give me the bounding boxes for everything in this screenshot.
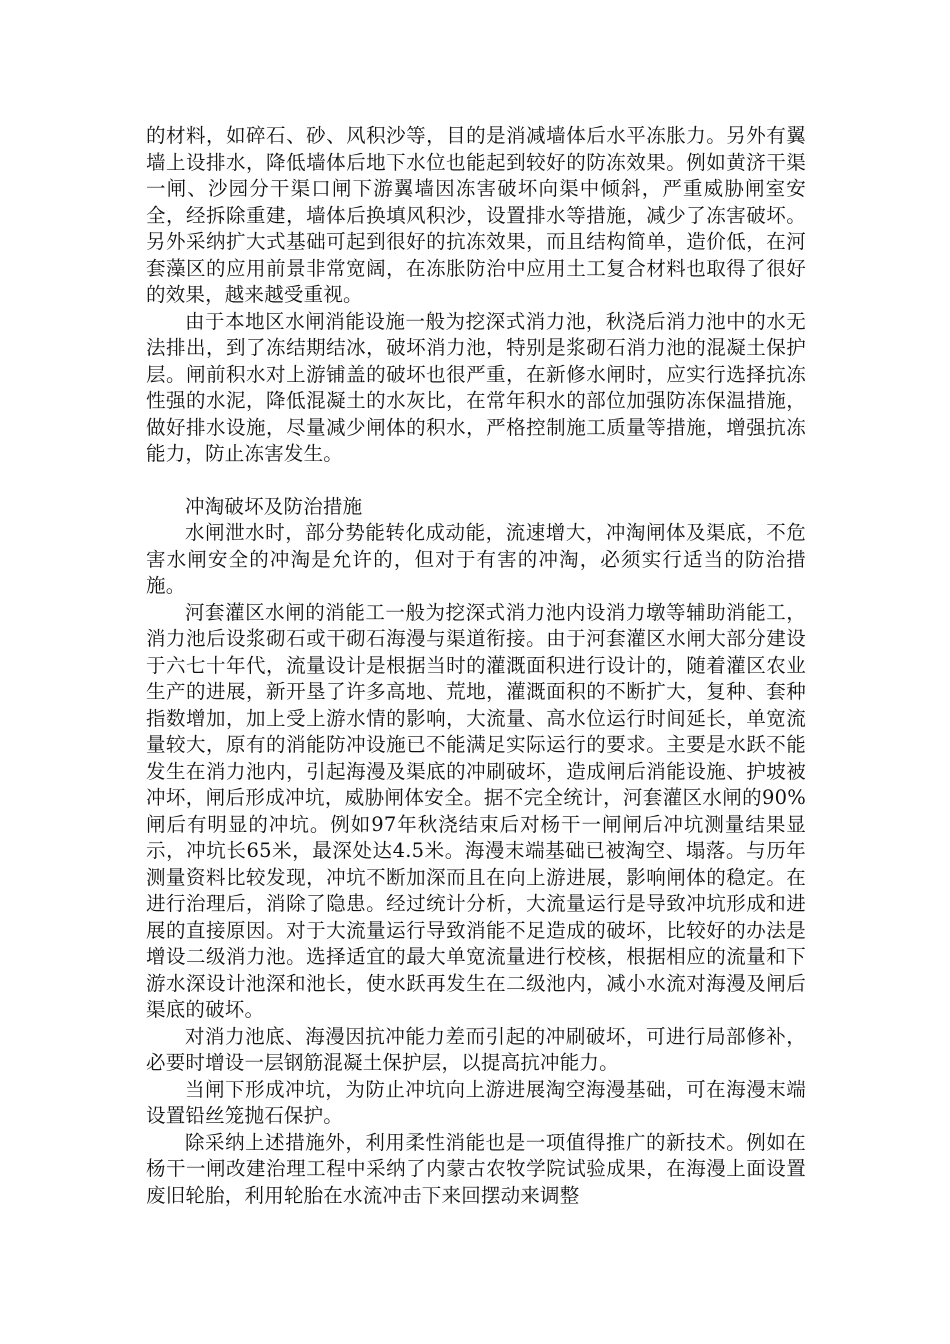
paragraph-6: 当闸下形成冲坑，为防止冲坑向上游进展淘空海漫基础，可在海漫末端设置铅丝笼抛石保护。 (146, 1077, 806, 1127)
paragraph-2: 由于本地区水闸消能设施一般为挖深式消力池，秋浇后消力池中的水无法排出，到了冻结期结冰，破坏消力池，特别是浆砌石消力池的混凝土保护层。闸前积水对上游铺盖的破坏也很严重，在新修水闸时，应实行选择抗冻性强的水泥，降低混凝土的水灰比，在常年积水的部位加强防冻保温措施，做好排水设施，尽量减少闸体的积水，严格控制施工质量等措施，增强抗冻能力，防止冻害发生。 (146, 309, 806, 465)
paragraph-gap (146, 468, 806, 494)
paragraph-5: 对消力池底、海漫因抗冲能力差而引起的冲刷破坏，可进行局部修补，必要时增设一层钢筋混凝土保护层，以提高抗冲能力。 (146, 1024, 806, 1074)
paragraph-7: 除采纳上述措施外，利用柔性消能也是一项值得推广的新技术。例如在杨干一闸改建治理工程中采纳了内蒙古农牧学院试验成果，在海漫上面设置废旧轮胎，利用轮胎在水流冲击下来回摆动来调整 (146, 1130, 806, 1207)
paragraph-3: 水闸泄水时，部分势能转化成动能，流速增大，冲淘闸体及渠底，不危害水闸安全的冲淘是允许的，但对于有害的冲淘，必须实行适当的防治措施。 (146, 521, 806, 597)
paragraph-1: 的材料，如碎石、砂、风积沙等，目的是消减墙体后水平冻胀力。另外有翼墙上设排水，降低墙体后地下水位也能起到较好的防冻效果。例如黄济干渠一闸、沙园分干渠口闸下游翼墙因冻害破坏向渠中倾斜，严重威胁闸室安全，经拆除重建，墙体后换填风积沙，设置排水等措施，减少了冻害破坏。另外采纳扩大式基础可起到很好的抗冻效果，而且结构简单，造价低，在河套藻区的应用前景非常宽阔，在冻胀防治中应用土工复合材料也取得了很好的效果，越来越受重视。 (146, 124, 806, 306)
section-heading: 冲淘破坏及防治措施 (185, 494, 363, 518)
body-text (146, 123, 806, 1209)
paragraph-4: 河套灌区水闸的消能工一般为挖深式消力池内设消力墩等辅助消能工，消力池后设浆砌石或干砌石海漫与渠道衔接。由于河套灌区水闸大部分建设于六七十年代，流量设计是根据当时的灌溉面积进行设计的，随着灌区农业生产的进展，新开垦了许多高地、荒地，灌溉面积的不断扩大，复种、套种指数增加，加上受上游水情的影响，大流量、高水位运行时间延长，单宽流量较大，原有的消能防冲设施已不能满足实际运行的要求。主要是水跃不能发生在消力池内，引起海漫及渠底的冲刷破坏，造成闸后消能设施、护坡被冲坏，闸后形成冲坑，威胁闸体安全。据不完全统计，河套灌区水闸的90%闸后有明显的冲坑。例如97年秋浇结束后对杨干一闸闸后冲坑测量结果显示，冲坑长65米，最深处达4.5米。海漫末端基础已被淘空、塌落。与历年测量资料比较发现，冲坑不断加深而且在向上游进展，影响闸体的稳定。在进行治理后，消除了隐患。经过统计分析，大流量运行是导致冲坑形成和进展的直接原因。对于大流量运行导致消能不足造成的破坏，比较好的办法是增设二级消力池。选择适宜的最大单宽流量进行校核，根据相应的流量和下游水深设计池深和池长，使水跃再发生在二级池内，减小水流对海漫及闸后渠底的破坏。 (146, 600, 806, 1021)
